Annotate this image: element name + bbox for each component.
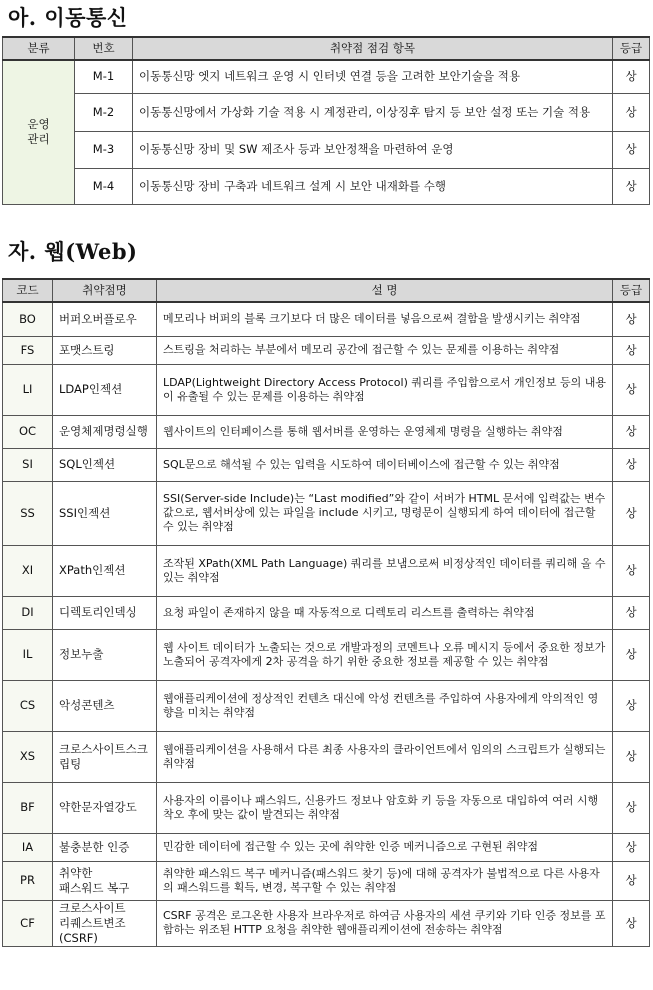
table-row [3,861,650,900]
table-row [3,782,650,833]
table-row [3,680,650,731]
vuln-description: 취약한 패스워드 복구 메커니즘(패스워드 찾기 등)에 대해 공격자가 불법적으로 다른 사용자의 패스워드를 획득, 변경, 복구할 수 있는 취약점 [157,861,613,900]
table-row [3,481,650,545]
vuln-name: 불충분한 인증 [53,833,157,861]
table-row [3,364,650,415]
vuln-description: 사용자의 이름이나 패스워드, 신용카드 정보나 암호화 키 등을 자동으로 대입하여 여러 시행착오 후에 맞는 값이 발견되는 취약점 [157,782,613,833]
vuln-grade: 상 [613,336,650,364]
vuln-name: 약한문자열강도 [53,782,157,833]
item-grade: 상 [613,131,650,168]
table-row [3,60,650,93]
item-grade: 상 [613,93,650,131]
vuln-name: SQL인젝션 [53,448,157,481]
vuln-code: IL [3,629,53,680]
vuln-grade: 상 [613,596,650,629]
vuln-code: XS [3,731,53,782]
vuln-description: LDAP(Lightweight Directory Access Protocol) 쿼리를 주입함으로서 개인정보 등의 내용이 유출될 수 있는 문제를 이용하는 취약점 [157,364,613,415]
header-number: 번호 [75,37,133,60]
section-title-web: 자. 웹(Web) [8,239,138,264]
web-table [2,278,650,947]
header-item: 취약점 점검 항목 [133,37,613,60]
item-text: 이동통신망에서 가상화 기술 적용 시 계정관리, 이상징후 탐지 등 보안 설정 또는 기술 적용 [133,93,613,131]
item-number: M-2 [75,93,133,131]
vuln-grade: 상 [613,731,650,782]
vuln-name: 버퍼오버플로우 [53,302,157,336]
vuln-code: OC [3,415,53,448]
vuln-name: 크로스사이트스크립팅 [53,731,157,782]
table-row [3,731,650,782]
table-row [3,336,650,364]
vuln-description: 조작된 XPath(XML Path Language) 쿼리를 보냄으로써 비정상적인 데이터를 쿼리해 올 수 있는 취약점 [157,545,613,596]
vuln-name: 포맷스트링 [53,336,157,364]
header-code: 코드 [3,279,53,302]
table-row [3,93,650,131]
vuln-grade: 상 [613,415,650,448]
table-row [3,545,650,596]
vuln-description: 스트링을 처리하는 부분에서 메모리 공간에 접근할 수 있는 문제를 이용하는 취약점 [157,336,613,364]
vuln-code: SS [3,481,53,545]
vuln-description: 웹사이트의 인터페이스를 통해 웹서버를 운영하는 운영체제 명령을 실행하는 취약점 [157,415,613,448]
vuln-grade: 상 [613,448,650,481]
item-number: M-1 [75,60,133,93]
item-grade: 상 [613,60,650,93]
vuln-grade: 상 [613,900,650,946]
vuln-grade: 상 [613,680,650,731]
table-header-row [3,279,650,302]
vuln-grade: 상 [613,782,650,833]
vuln-name: SSI인젝션 [53,481,157,545]
table-row [3,415,650,448]
vuln-name: 정보누출 [53,629,157,680]
vuln-description: 메모리나 버퍼의 블록 크기보다 더 많은 데이터를 넣음으로써 결함을 발생시키는 취약점 [157,302,613,336]
vuln-code: IA [3,833,53,861]
vuln-code: BF [3,782,53,833]
vuln-description: 웹애플리케이션에 정상적인 컨텐츠 대신에 악성 컨텐츠를 주입하여 사용자에게 악의적인 영향을 미치는 취약점 [157,680,613,731]
vuln-grade: 상 [613,481,650,545]
header-vuln-name: 취약점명 [53,279,157,302]
vuln-code: CS [3,680,53,731]
vuln-description: 웹애플리케이션을 사용해서 다른 최종 사용자의 클라이언트에서 임의의 스크립트가 실행되는 취약점 [157,731,613,782]
vuln-name: 악성콘텐츠 [53,680,157,731]
category-cell: 운영 관리 [3,60,75,204]
vuln-grade: 상 [613,629,650,680]
vuln-description: 민감한 데이터에 접근할 수 있는 곳에 취약한 인증 메커니즘으로 구현된 취약점 [157,833,613,861]
table-row [3,302,650,336]
table-header-row [3,37,650,60]
item-grade: 상 [613,168,650,204]
vuln-name: 디렉토리인덱싱 [53,596,157,629]
vuln-name: 취약한 패스워드 복구 [53,861,157,900]
vuln-grade: 상 [613,545,650,596]
vuln-code: CF [3,900,53,946]
table-row [3,596,650,629]
vuln-grade: 상 [613,833,650,861]
table-row [3,448,650,481]
table-row [3,900,650,946]
vuln-code: XI [3,545,53,596]
header-category: 분류 [3,37,75,60]
item-number: M-4 [75,168,133,204]
vuln-name: XPath인젝션 [53,545,157,596]
vuln-name: 크로스사이트 리퀘스트변조(CSRF) [53,900,157,946]
vuln-description: SSI(Server-side Include)는 “Last modified”와 같이 서버가 HTML 문서에 입력값는 변수 값으로, 웹서버상에 있는 파일을 include 시키고, 명령문이 실행되게 하여 데이터에 접근할 수 있는 취약점 [157,481,613,545]
mobile-table [2,36,650,205]
vuln-description: SQL문으로 해석될 수 있는 입력을 시도하여 데이터베이스에 접근할 수 있는 취약점 [157,448,613,481]
vuln-code: LI [3,364,53,415]
vuln-description: 요청 파일이 존재하지 않을 때 자동적으로 디렉토리 리스트를 출력하는 취약점 [157,596,613,629]
table-row [3,131,650,168]
table-row [3,629,650,680]
vuln-code: FS [3,336,53,364]
table-row [3,168,650,204]
header-grade: 등급 [613,37,650,60]
vuln-code: SI [3,448,53,481]
vuln-name: LDAP인젝션 [53,364,157,415]
item-text: 이동통신망 장비 및 SW 제조사 등과 보안정책을 마련하여 운영 [133,131,613,168]
table-row [3,833,650,861]
header-grade: 등급 [613,279,650,302]
item-text: 이동통신망 장비 구축과 네트워크 설계 시 보안 내재화를 수행 [133,168,613,204]
vuln-name: 운영체제명령실행 [53,415,157,448]
vuln-grade: 상 [613,302,650,336]
header-description: 설 명 [157,279,613,302]
section-title-mobile: 아. 이동통신 [8,5,128,30]
vuln-description: CSRF 공격은 로그온한 사용자 브라우저로 하여금 사용자의 세션 쿠키와 기타 인증 정보를 포함하는 위조된 HTTP 요청을 취약한 웹애플리케이션에 전송하는 취약점 [157,900,613,946]
vuln-code: PR [3,861,53,900]
vuln-grade: 상 [613,364,650,415]
vuln-code: BO [3,302,53,336]
item-text: 이동통신망 엣지 네트워크 운영 시 인터넷 연결 등을 고려한 보안기술을 적용 [133,60,613,93]
vuln-description: 웹 사이트 데이터가 노출되는 것으로 개발과정의 코멘트나 오류 메시지 등에서 중요한 정보가 노출되어 공격자에게 2차 공격을 하기 위한 중요한 정보를 제공할 수 있는 취약점 [157,629,613,680]
item-number: M-3 [75,131,133,168]
vuln-code: DI [3,596,53,629]
vuln-grade: 상 [613,861,650,900]
